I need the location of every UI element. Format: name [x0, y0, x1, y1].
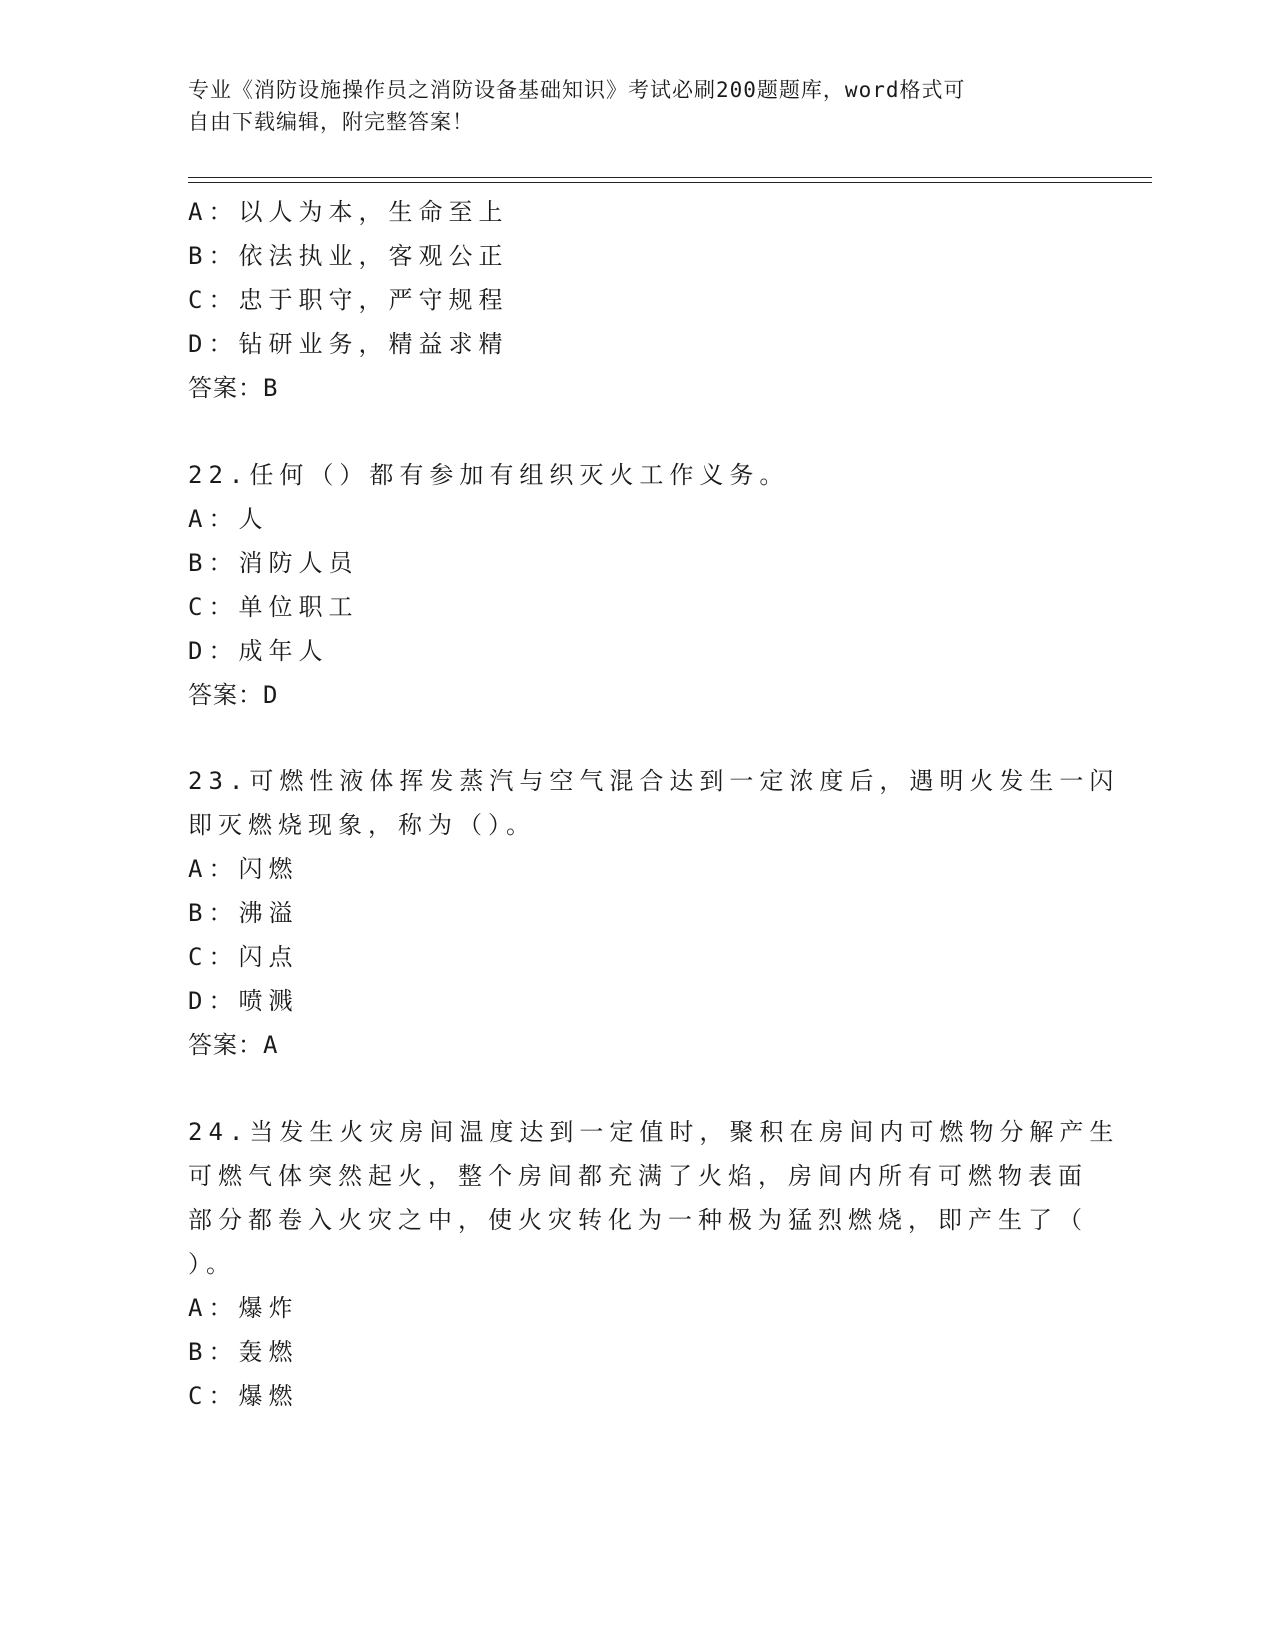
q24-stem-line-3: 部分都卷入火灾之中，使火灾转化为一种极为猛烈燃烧，即产生了（ [188, 1206, 1088, 1234]
q23-option-b: B：沸溢 [188, 899, 299, 927]
q24-option-a: A：爆炸 [188, 1294, 299, 1322]
header-divider-top [188, 177, 1152, 178]
q21-option-b: B：依法执业，客观公正 [188, 242, 509, 270]
document-header [188, 74, 1068, 138]
q24-option-c: C：爆燃 [188, 1382, 299, 1410]
q24-stem-line-2: 可燃气体突然起火，整个房间都充满了火焰，房间内所有可燃物表面 [188, 1162, 1088, 1190]
q23-option-a: A：闪燃 [188, 855, 299, 883]
q21-answer: 答案：B [188, 374, 279, 402]
q24-stem-line-1: 24.当发生火灾房间温度达到一定值时，聚积在房间内可燃物分解产生 [188, 1118, 1120, 1146]
q22-stem: 22.任何（）都有参加有组织灭火工作义务。 [188, 461, 790, 489]
q23-answer: 答案：A [188, 1031, 279, 1059]
q22-answer: 答案：D [188, 681, 279, 709]
header-line-1: 专业《消防设施操作员之消防设备基础知识》考试必刷200题题库，word格式可 [188, 78, 966, 102]
header-line-2: 自由下载编辑，附完整答案！ [188, 110, 474, 134]
q22-option-d: D：成年人 [188, 637, 329, 665]
q22-option-b: B：消防人员 [188, 549, 359, 577]
q22-option-c: C：单位职工 [188, 593, 359, 621]
q23-option-c: C：闪点 [188, 943, 299, 971]
q24-stem-line-4: ）。 [188, 1250, 236, 1278]
q24-option-b: B：轰燃 [188, 1338, 299, 1366]
q21-option-a: A：以人为本，生命至上 [188, 198, 509, 226]
q23-stem-line-1: 23.可燃性液体挥发蒸汽与空气混合达到一定浓度后，遇明火发生一闪 [188, 767, 1120, 795]
q23-stem-line-2: 即灭燃烧现象，称为（）。 [188, 811, 536, 839]
q23-option-d: D：喷溅 [188, 987, 299, 1015]
q21-option-d: D：钻研业务，精益求精 [188, 330, 509, 358]
q21-option-c: C：忠于职守，严守规程 [188, 286, 509, 314]
q22-option-a: A：人 [188, 505, 269, 533]
header-divider-bottom [188, 182, 1152, 183]
